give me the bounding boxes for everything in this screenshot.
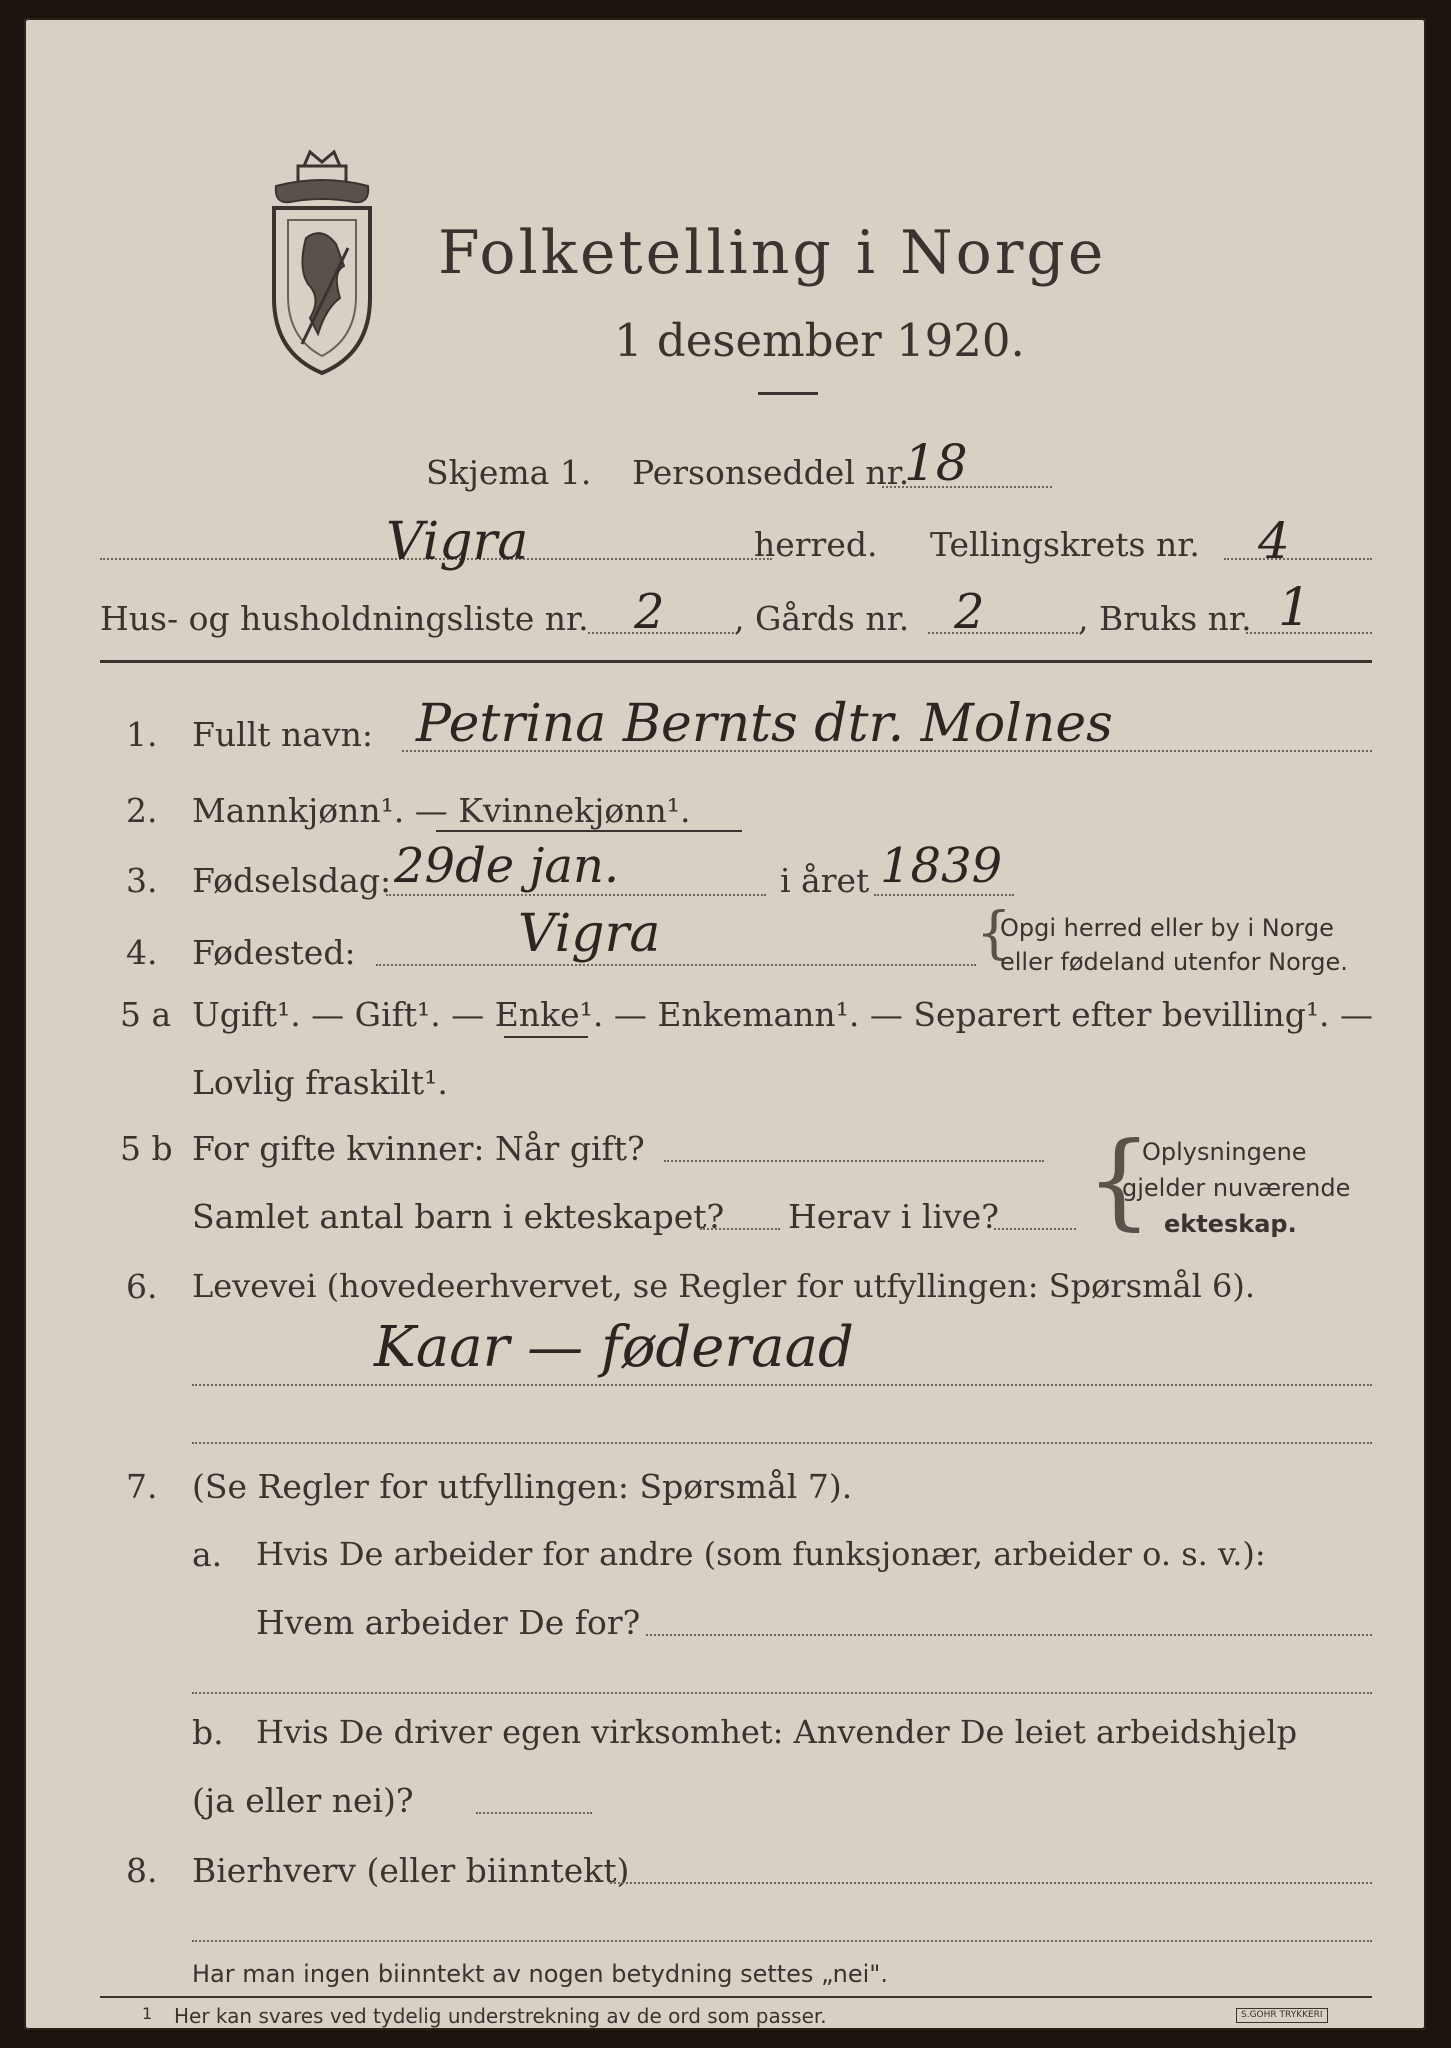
q3-year-label: i året bbox=[780, 861, 870, 900]
q5b-note-line2: gjelder nuværende bbox=[1122, 1174, 1351, 1202]
q3-year-value: 1839 bbox=[880, 838, 1003, 894]
q1-label: Fullt navn: bbox=[192, 715, 373, 754]
q3-value: 29de jan. bbox=[394, 838, 620, 894]
q5b-label: For gifte kvinner: Når gift? bbox=[192, 1129, 645, 1168]
q3-label: Fødselsdag: bbox=[192, 861, 392, 900]
gards-value: 2 bbox=[954, 584, 985, 640]
skjema-label: Skjema 1. bbox=[426, 453, 592, 492]
q4-note-line2: eller fødeland utenfor Norge. bbox=[1000, 948, 1348, 976]
herred-label: herred. bbox=[754, 525, 878, 564]
q8-label: Bierhverv (eller biinntekt) bbox=[192, 1851, 630, 1890]
q7b-letter: b. bbox=[192, 1713, 224, 1752]
q7b-dots bbox=[476, 1812, 592, 1814]
q7a-dots-1 bbox=[646, 1634, 1372, 1636]
q1-value: Petrina Bernts dtr. Molnes bbox=[416, 694, 1113, 754]
q4-value: Vigra bbox=[518, 904, 661, 964]
husliste-value: 2 bbox=[634, 584, 665, 640]
q5b-married-dots bbox=[664, 1160, 1044, 1162]
q5a-enke-underline bbox=[504, 1036, 588, 1038]
q5b-children-dots bbox=[700, 1228, 780, 1230]
q7a-label: Hvis De arbeider for andre (som funksjonær, arbeider o. s. v.): bbox=[256, 1535, 1266, 1573]
q3-year-dots bbox=[874, 894, 1014, 896]
footnote-divider bbox=[100, 1996, 1372, 1998]
q6-value: Kaar — føderaad bbox=[374, 1315, 854, 1380]
q7a-dots-2 bbox=[192, 1692, 1372, 1694]
q7a-label2: Hvem arbeider De for? bbox=[256, 1603, 641, 1642]
q5a-label2: Lovlig fraskilt¹. bbox=[192, 1063, 448, 1102]
q5b-note-line1: Oplysningene bbox=[1142, 1138, 1307, 1166]
census-date: 1 desember 1920. bbox=[614, 314, 1025, 367]
q4-brace: { bbox=[976, 901, 1012, 966]
q5b-number: 5 b bbox=[120, 1129, 173, 1168]
footnote-mark: 1 bbox=[142, 2004, 153, 2023]
census-form-page bbox=[24, 18, 1426, 2030]
q4-dots bbox=[376, 964, 976, 966]
tellingskrets-label: Tellingskrets nr. bbox=[930, 525, 1200, 564]
husliste-label: Hus- og husholdningsliste nr. bbox=[100, 599, 589, 638]
q4-number: 4. bbox=[126, 933, 158, 972]
q5b-note-line3: ekteskap. bbox=[1164, 1210, 1297, 1238]
title-divider bbox=[758, 392, 818, 395]
q3-dots bbox=[386, 894, 766, 896]
q8-dots-1 bbox=[610, 1882, 1372, 1884]
q1-number: 1. bbox=[126, 715, 158, 754]
q7-label: (Se Regler for utfyllingen: Spørsmål 7). bbox=[192, 1467, 853, 1506]
q8-dots-2 bbox=[192, 1940, 1372, 1942]
bruks-value: 1 bbox=[1278, 578, 1312, 638]
q5b-label2: Samlet antal barn i ekteskapet? bbox=[192, 1197, 725, 1236]
q2-number: 2. bbox=[126, 791, 158, 830]
form-title: Folketelling i Norge bbox=[438, 218, 1107, 288]
q5b-brace: { bbox=[1086, 1119, 1153, 1241]
q5b-alive-dots bbox=[994, 1228, 1076, 1230]
personseddel-label: Personseddel nr. bbox=[632, 453, 910, 492]
q6-number: 6. bbox=[126, 1267, 158, 1306]
tellingskrets-value: 4 bbox=[1258, 512, 1290, 570]
q6-dots-1 bbox=[192, 1384, 1372, 1386]
q3-number: 3. bbox=[126, 861, 158, 900]
nei-note: Har man ingen biinntekt av nogen betydning settes „nei". bbox=[192, 1960, 888, 1988]
q7-number: 7. bbox=[126, 1467, 158, 1506]
coat-of-arms-icon bbox=[262, 148, 382, 378]
q5a-number: 5 a bbox=[120, 995, 172, 1034]
q7b-label2: (ja eller nei)? bbox=[192, 1781, 414, 1820]
tellingskrets-dots bbox=[1224, 558, 1372, 560]
q4-note-line1: Opgi herred eller by i Norge bbox=[1000, 914, 1334, 942]
q7b-label: Hvis De driver egen virksomhet: Anvender De leiet arbeidshjelp bbox=[256, 1713, 1298, 1751]
header-divider bbox=[100, 660, 1372, 663]
footnote-text: Her kan svares ved tydelig understrekning av de ord som passer. bbox=[174, 2004, 827, 2028]
herred-value: Vigra bbox=[386, 512, 529, 572]
q6-dots-2 bbox=[192, 1442, 1372, 1444]
personseddel-value: 18 bbox=[904, 434, 968, 492]
q5b-label3: Herav i live? bbox=[788, 1197, 999, 1236]
q6-label: Levevei (hovedeerhvervet, se Regler for utfyllingen: Spørsmål 6). bbox=[192, 1267, 1255, 1305]
gards-dots bbox=[928, 632, 1078, 634]
q7a-letter: a. bbox=[192, 1535, 223, 1574]
q5a-label: Ugift¹. — Gift¹. — Enke¹. — Enkemann¹. — Separert efter bevilling¹. — bbox=[192, 995, 1374, 1034]
q8-number: 8. bbox=[126, 1851, 158, 1890]
gards-label: , Gårds nr. bbox=[734, 599, 910, 638]
bruks-label: , Bruks nr. bbox=[1078, 599, 1252, 638]
q2-label: Mannkjønn¹. — Kvinnekjønn¹. bbox=[192, 791, 691, 830]
q4-label: Fødested: bbox=[192, 933, 356, 972]
printer-mark: S.GOHR TRYKKERI bbox=[1236, 2008, 1328, 2023]
q2-kvinnekjonn-underline bbox=[436, 830, 742, 832]
